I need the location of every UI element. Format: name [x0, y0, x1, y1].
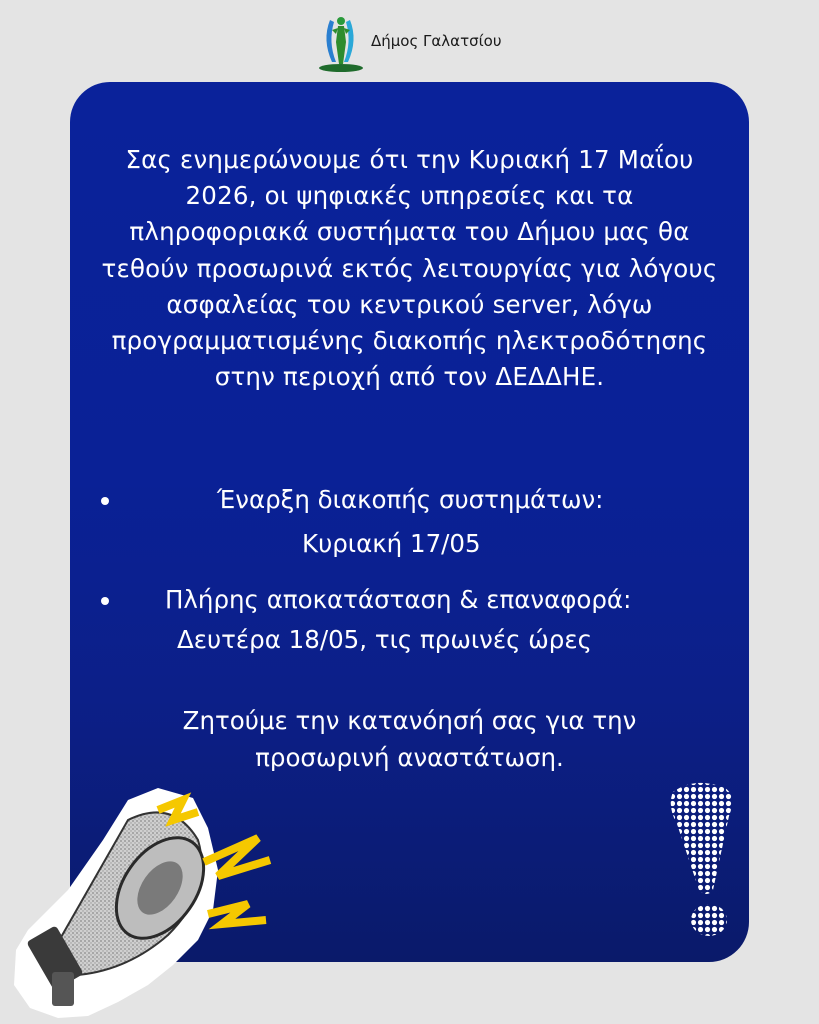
intro-line: Σας ενημερώνουμε ότι την Κυριακή 17 Μαΐου	[125, 145, 694, 174]
header	[0, 10, 819, 76]
bullet-dot-icon	[101, 497, 109, 505]
intro-line: τεθούν προσωρινά εκτός λειτουργίας για λόγους	[101, 253, 718, 283]
intro-line: ασφαλείας του κεντρικού server, λόγω	[166, 289, 653, 319]
closing-line: Ζητούμε την κατανόησή σας για την	[182, 706, 637, 735]
bullet-dot-icon	[101, 597, 109, 605]
intro-line: 2026, οι ψηφιακές υπηρεσίες και τα	[185, 181, 634, 211]
megaphone-icon	[8, 780, 278, 1020]
exclamation-icon	[655, 772, 755, 942]
intro-line: προγραμματισμένης διακοπής ηλεκτροδότησης	[111, 326, 708, 356]
intro-line: πληροφοριακά συστήματα του Δήμου μας θα	[129, 217, 690, 247]
closing-paragraph	[70, 702, 749, 776]
bullet-line: Πλήρης αποκατάσταση & επαναφορά:	[165, 585, 632, 614]
intro-paragraph	[70, 142, 749, 395]
closing-line: προσωρινή αναστάτωση.	[255, 743, 564, 772]
bullet-line: Κυριακή 17/05	[302, 529, 481, 558]
bullet-line: Έναρξη διακοπής συστημάτων:	[217, 485, 604, 514]
municipality-logo-icon	[312, 12, 370, 74]
intro-line: στην περιοχή από τον ΔΕΔΔΗΕ.	[214, 362, 605, 392]
brand-name: Δήμος Γαλατσίου	[371, 32, 502, 50]
bullet-line: Δευτέρα 18/05, τις πρωινές ώρες	[177, 625, 592, 654]
